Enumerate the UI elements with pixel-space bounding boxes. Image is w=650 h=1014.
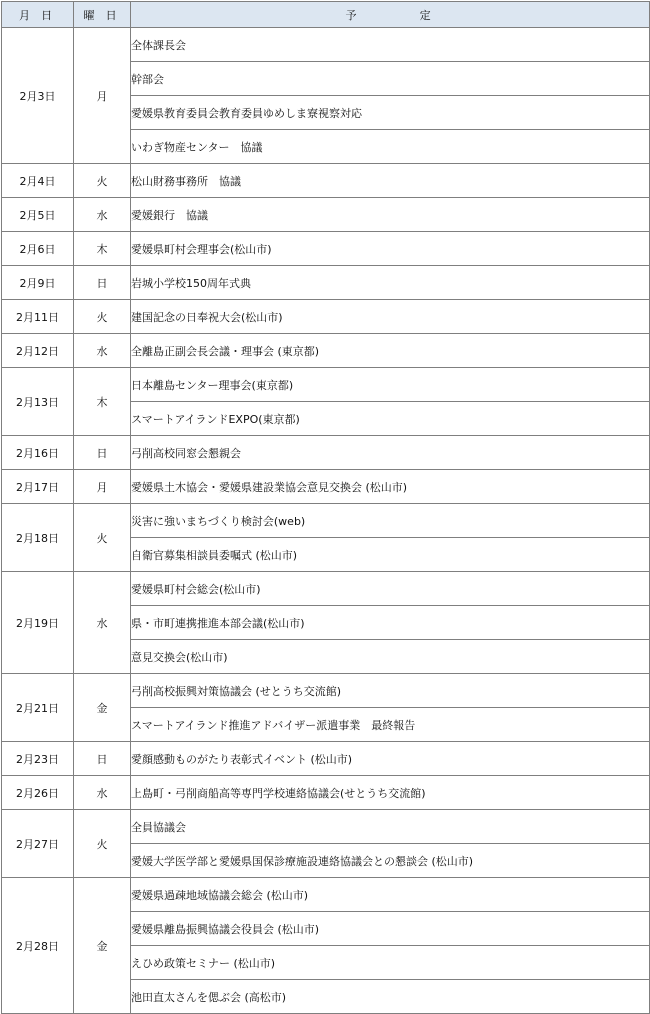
event-cell: 岩城小学校150周年式典 <box>131 266 650 300</box>
day-of-week-cell: 月 <box>74 28 131 164</box>
event-cell: 弓削高校同窓会懇親会 <box>131 436 650 470</box>
event-cell: 幹部会 <box>131 62 650 96</box>
event-cell: 全離島正副会長会議・理事会 (東京都) <box>131 334 650 368</box>
table-row <box>2 28 650 62</box>
day-of-week-cell: 火 <box>74 504 131 572</box>
date-cell: 2月23日 <box>2 742 74 776</box>
day-of-week-cell: 火 <box>74 164 131 198</box>
day-of-week-cell: 日 <box>74 266 131 300</box>
day-of-week-cell: 木 <box>74 232 131 266</box>
event-cell: 池田直太さんを偲ぶ会 (高松市) <box>131 980 650 1014</box>
event-cell: スマートアイランド推進アドバイザー派遣事業 最終報告 <box>131 708 650 742</box>
event-cell: 松山財務事務所 協議 <box>131 164 650 198</box>
event-cell: 愛媛銀行 協議 <box>131 198 650 232</box>
date-cell: 2月18日 <box>2 504 74 572</box>
event-cell: 弓削高校振興対策協議会 (せとうち交流館) <box>131 674 650 708</box>
event-cell: 県・市町連携推進本部会議(松山市) <box>131 606 650 640</box>
event-cell: 愛媛県土木協会・愛媛県建設業協会意見交換会 (松山市) <box>131 470 650 504</box>
event-cell: いわぎ物産センター 協議 <box>131 130 650 164</box>
table-row <box>2 504 650 538</box>
day-of-week-cell: 月 <box>74 470 131 504</box>
header-plan: 予 定 <box>131 2 650 28</box>
table-row <box>2 776 650 810</box>
table-row <box>2 436 650 470</box>
event-cell: 愛媛大学医学部と愛媛県国保診療施設連絡協議会との懇談会 (松山市) <box>131 844 650 878</box>
header-day: 曜 日 <box>74 2 131 28</box>
date-cell: 2月17日 <box>2 470 74 504</box>
event-cell: 災害に強いまちづくり検討会(web) <box>131 504 650 538</box>
header-row <box>2 2 650 28</box>
table-row <box>2 334 650 368</box>
schedule-body <box>2 28 650 1014</box>
date-cell: 2月19日 <box>2 572 74 674</box>
table-row <box>2 198 650 232</box>
date-cell: 2月28日 <box>2 878 74 1014</box>
event-cell: 愛媛県過疎地域協議会総会 (松山市) <box>131 878 650 912</box>
table-row <box>2 674 650 708</box>
table-row <box>2 368 650 402</box>
date-cell: 2月12日 <box>2 334 74 368</box>
date-cell: 2月26日 <box>2 776 74 810</box>
event-cell: 愛顔感動ものがたり表彰式イベント (松山市) <box>131 742 650 776</box>
event-cell: 愛媛県離島振興協議会役員会 (松山市) <box>131 912 650 946</box>
day-of-week-cell: 火 <box>74 810 131 878</box>
date-cell: 2月6日 <box>2 232 74 266</box>
day-of-week-cell: 水 <box>74 198 131 232</box>
event-cell: 愛媛県町村会総会(松山市) <box>131 572 650 606</box>
day-of-week-cell: 木 <box>74 368 131 436</box>
schedule-table <box>1 1 650 1014</box>
date-cell: 2月11日 <box>2 300 74 334</box>
date-cell: 2月9日 <box>2 266 74 300</box>
day-of-week-cell: 水 <box>74 572 131 674</box>
event-cell: 建国記念の日奉祝大会(松山市) <box>131 300 650 334</box>
event-cell: 上島町・弓削商船高等専門学校連絡協議会(せとうち交流館) <box>131 776 650 810</box>
event-cell: 自衛官募集相談員委嘱式 (松山市) <box>131 538 650 572</box>
table-row <box>2 232 650 266</box>
table-row <box>2 266 650 300</box>
event-cell: 意見交換会(松山市) <box>131 640 650 674</box>
event-cell: 全体課長会 <box>131 28 650 62</box>
date-cell: 2月13日 <box>2 368 74 436</box>
date-cell: 2月4日 <box>2 164 74 198</box>
day-of-week-cell: 日 <box>74 436 131 470</box>
table-row <box>2 470 650 504</box>
day-of-week-cell: 日 <box>74 742 131 776</box>
day-of-week-cell: 金 <box>74 878 131 1014</box>
day-of-week-cell: 水 <box>74 776 131 810</box>
table-row <box>2 742 650 776</box>
day-of-week-cell: 金 <box>74 674 131 742</box>
date-cell: 2月27日 <box>2 810 74 878</box>
event-cell: スマートアイランドEXPO(東京都) <box>131 402 650 436</box>
event-cell: 全員協議会 <box>131 810 650 844</box>
event-cell: 愛媛県町村会理事会(松山市) <box>131 232 650 266</box>
event-cell: 愛媛県教育委員会教育委員ゆめしま寮視察対応 <box>131 96 650 130</box>
date-cell: 2月3日 <box>2 28 74 164</box>
event-cell: えひめ政策セミナー (松山市) <box>131 946 650 980</box>
table-row <box>2 878 650 912</box>
table-row <box>2 810 650 844</box>
header-date: 月 日 <box>2 2 74 28</box>
day-of-week-cell: 水 <box>74 334 131 368</box>
table-row <box>2 300 650 334</box>
table-row <box>2 164 650 198</box>
date-cell: 2月21日 <box>2 674 74 742</box>
day-of-week-cell: 火 <box>74 300 131 334</box>
date-cell: 2月5日 <box>2 198 74 232</box>
date-cell: 2月16日 <box>2 436 74 470</box>
table-row <box>2 572 650 606</box>
event-cell: 日本離島センター理事会(東京都) <box>131 368 650 402</box>
